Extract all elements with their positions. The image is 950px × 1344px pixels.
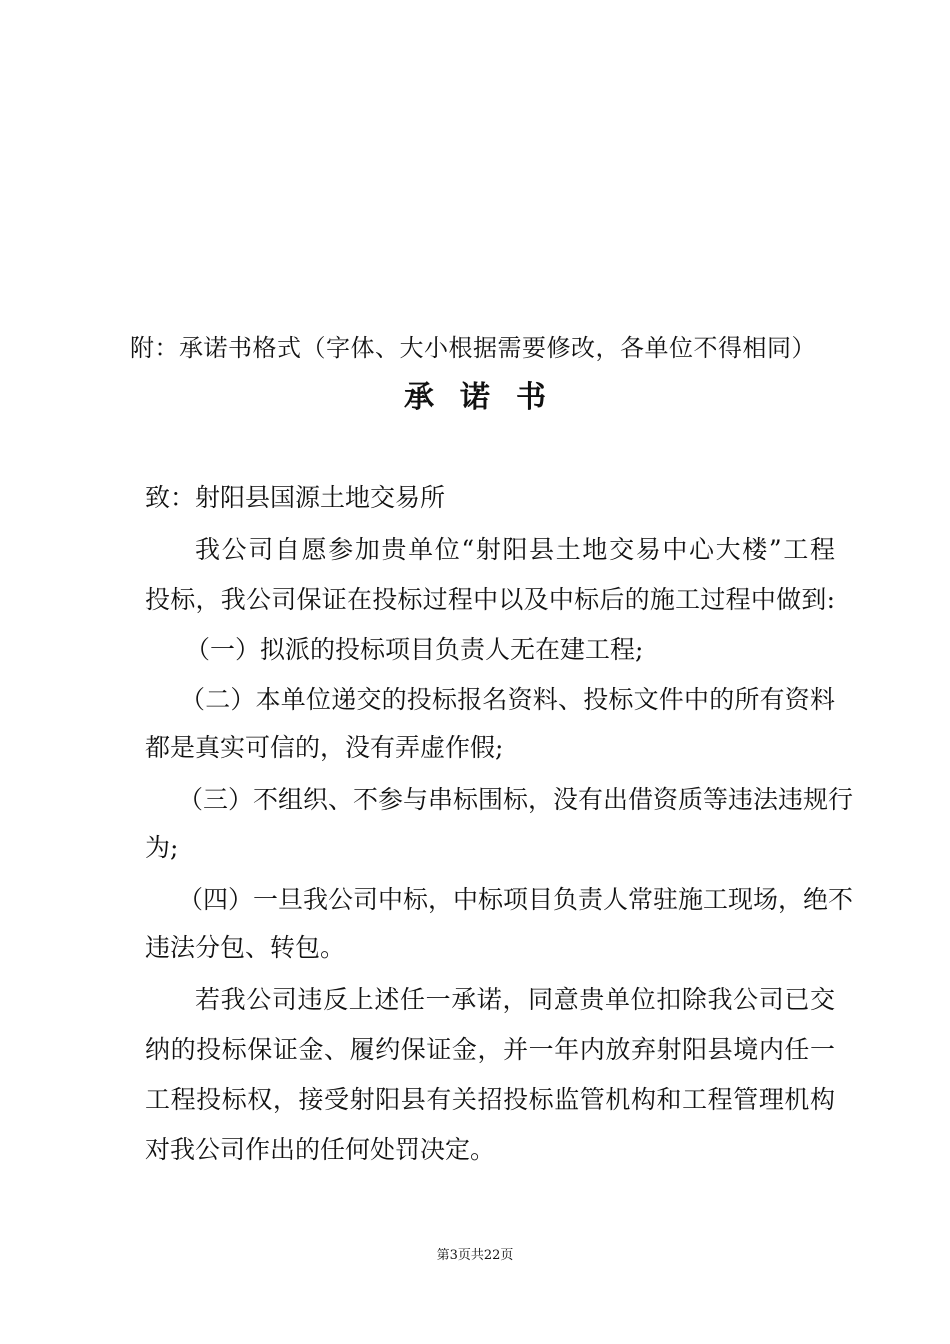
attachment-caption: 附：承诺书格式（字体、大小根据需要修改，各单位不得相同）: [130, 334, 816, 362]
commitment-item-3: （三）不组织、不参与串标围标，没有出借资质等违法违规行: [178, 785, 854, 814]
paragraph-line: 违法分包、转包。: [145, 933, 346, 962]
paragraph-line: 若我公司违反上述任一承诺，同意贵单位扣除我公司已交: [195, 985, 835, 1014]
paragraph-line: 为;: [145, 833, 179, 862]
paragraph-line: 我公司自愿参加贵单位“射阳县土地交易中心大楼”工程: [195, 535, 835, 564]
paragraph-line: 对我公司作出的任何处罚决定。: [145, 1135, 496, 1164]
paragraph-line: 工程投标权，接受射阳县有关招投标监管机构和工程管理机构: [145, 1085, 835, 1114]
paragraph-line: 投标，我公司保证在投标过程中以及中标后的施工过程中做到:: [145, 585, 835, 614]
salutation: 致：射阳县国源土地交易所: [145, 483, 446, 512]
paragraph-line: 纳的投标保证金、履约保证金，并一年内放弃射阳县境内任一: [145, 1035, 835, 1064]
page-number-footer: 第3页共22页: [436, 1248, 514, 1263]
document-title: 承诺书: [404, 380, 572, 415]
commitment-item-1: （一）拟派的投标项目负责人无在建工程;: [185, 635, 644, 664]
commitment-item-4: （四）一旦我公司中标，中标项目负责人常驻施工现场，绝不: [178, 885, 854, 914]
paragraph-line: 都是真实可信的，没有弄虚作假;: [145, 733, 504, 762]
commitment-item-2: （二）本单位递交的投标报名资料、投标文件中的所有资料: [180, 685, 835, 714]
